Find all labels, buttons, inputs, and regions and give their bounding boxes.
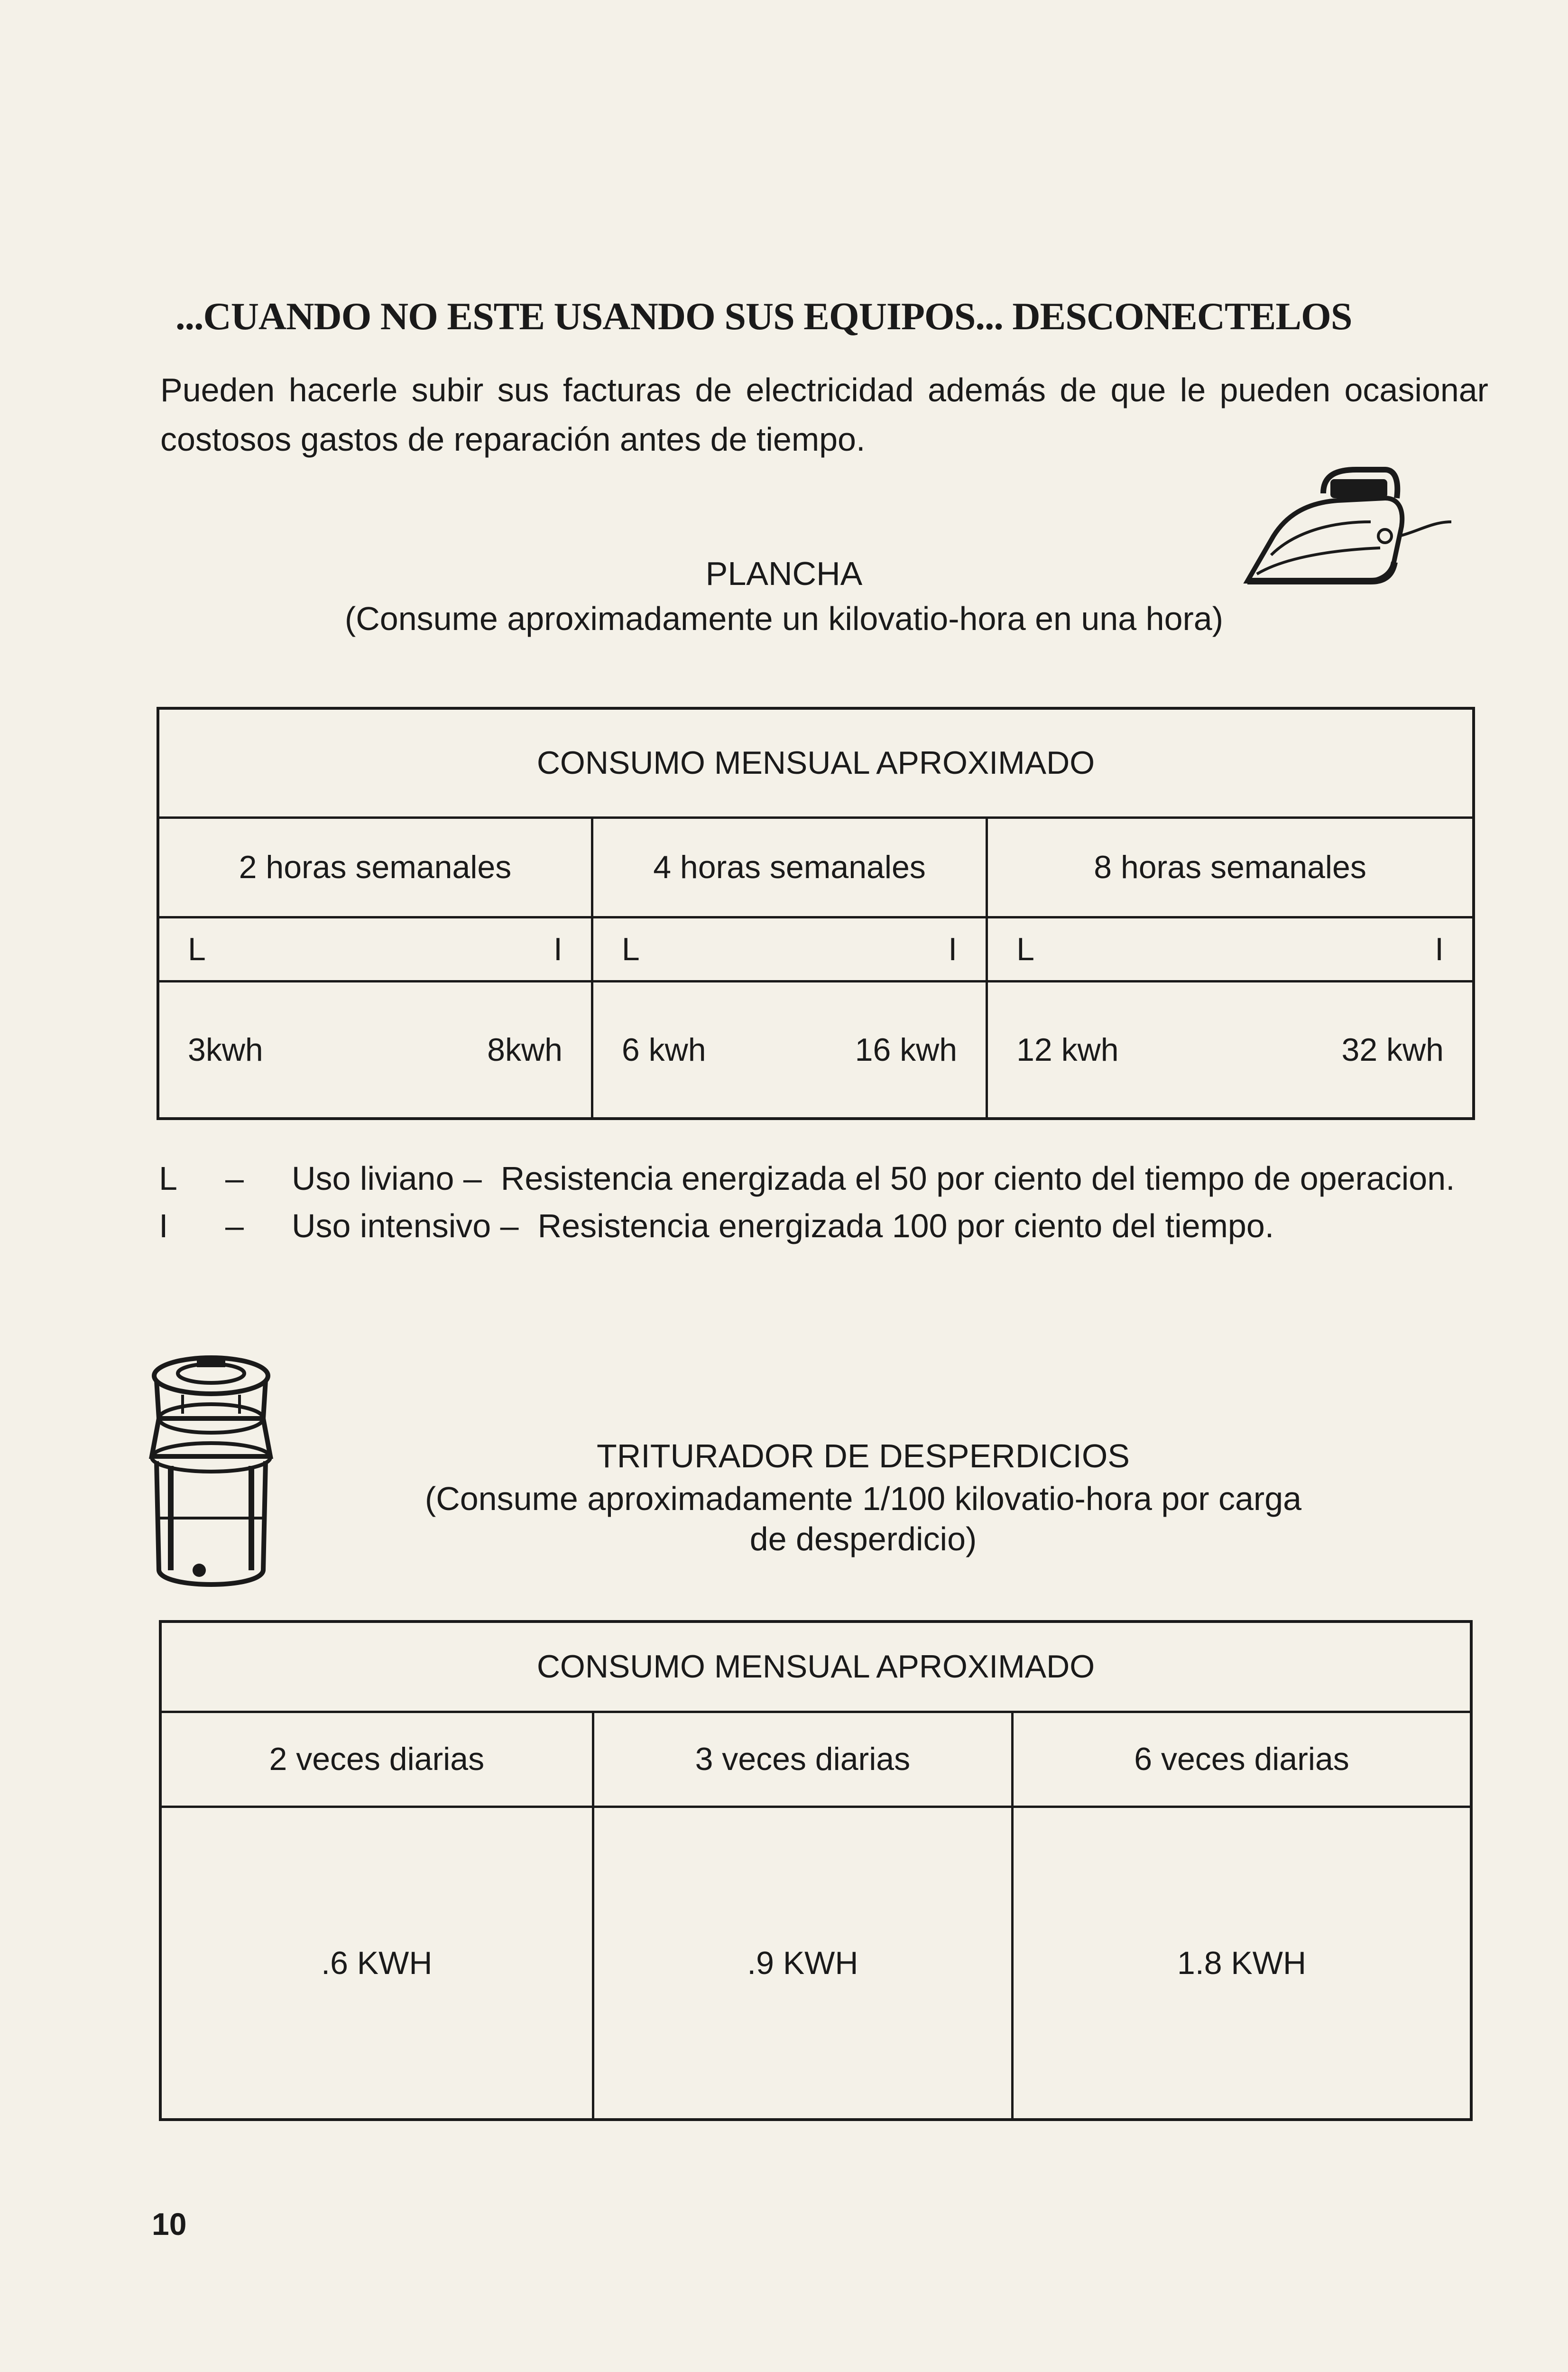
iron-values-8h <box>987 981 1474 1119</box>
iron-sublabels-4h <box>592 917 987 981</box>
page-number: 10 <box>152 2206 187 2242</box>
grinder-subtitle-line2: de desperdicio) <box>749 1520 977 1557</box>
sublabel-light: L <box>621 931 640 967</box>
grinder-value-3x: .9 KWH <box>593 1807 1012 2120</box>
legend-row-intensive <box>159 1205 1482 1247</box>
sublabel-intensive: I <box>553 931 563 967</box>
page-heading: ...CUANDO NO ESTE USANDO SUS EQUIPOS... DESCONECTELOS <box>175 295 1352 338</box>
iron-column-4h: 4 horas semanales <box>592 817 987 917</box>
grinder-column-3x: 3 veces diarias <box>593 1712 1012 1807</box>
grinder-title: TRITURADOR DE DESPERDICIOS <box>597 1437 1130 1474</box>
sublabel-intensive: I <box>948 931 958 967</box>
iron-subtitle: (Consume aproximadamente un kilovatio-hora en una hora) <box>344 600 1224 637</box>
legend-dash: – <box>225 1207 244 1244</box>
legend-dash: – <box>225 1160 244 1197</box>
grinder-table-header: CONSUMO MENSUAL APROXIMADO <box>160 1621 1471 1712</box>
iron-values-4h <box>592 981 987 1119</box>
iron-sublabels-2h <box>158 917 592 981</box>
value-intensive: 32 kwh <box>1341 1031 1444 1068</box>
sublabel-intensive: I <box>1435 931 1444 967</box>
legend-key: I <box>159 1207 168 1244</box>
grinder-value-6x: 1.8 KWH <box>1013 1807 1471 2120</box>
grinder-value-2x: .6 KWH <box>160 1807 593 2120</box>
legend-term: Uso liviano – <box>292 1160 482 1197</box>
value-light: 3kwh <box>188 1031 263 1068</box>
grinder-subtitle-line1: (Consume aproximadamente 1/100 kilovatio-hora por carga <box>424 1480 1302 1517</box>
sublabel-light: L <box>188 931 206 967</box>
grinder-column-2x: 2 veces diarias <box>160 1712 593 1807</box>
value-intensive: 8kwh <box>487 1031 563 1068</box>
iron-sublabels-8h <box>987 917 1474 981</box>
legend-key: L <box>159 1160 177 1197</box>
legend-row-light <box>159 1158 1482 1199</box>
iron-column-8h: 8 horas semanales <box>987 817 1474 917</box>
iron-table-header: CONSUMO MENSUAL APROXIMADO <box>158 708 1474 817</box>
iron-title: PLANCHA <box>705 555 863 592</box>
sublabel-light: L <box>1016 931 1034 967</box>
value-light: 6 kwh <box>621 1031 706 1068</box>
value-light: 12 kwh <box>1016 1031 1119 1068</box>
iron-values-2h <box>158 981 592 1119</box>
iron-legend <box>159 1158 1482 1247</box>
legend-term: Uso intensivo – <box>292 1207 519 1244</box>
intro-paragraph: Pueden hacerle subir sus facturas de electricidad además de que le pueden ocasionar costosos gastos de reparación antes de tiempo. <box>160 371 1488 458</box>
grinder-column-6x: 6 veces diarias <box>1013 1712 1471 1807</box>
iron-consumption-table <box>157 707 1475 1120</box>
value-intensive: 16 kwh <box>855 1031 958 1068</box>
legend-desc: Resistencia energizada 100 por ciento del tiempo. <box>537 1207 1274 1244</box>
grinder-consumption-table <box>159 1620 1473 2121</box>
legend-desc: Resistencia energizada el 50 por ciento del tiempo de operacion. <box>500 1160 1455 1197</box>
iron-column-2h: 2 horas semanales <box>158 817 592 917</box>
